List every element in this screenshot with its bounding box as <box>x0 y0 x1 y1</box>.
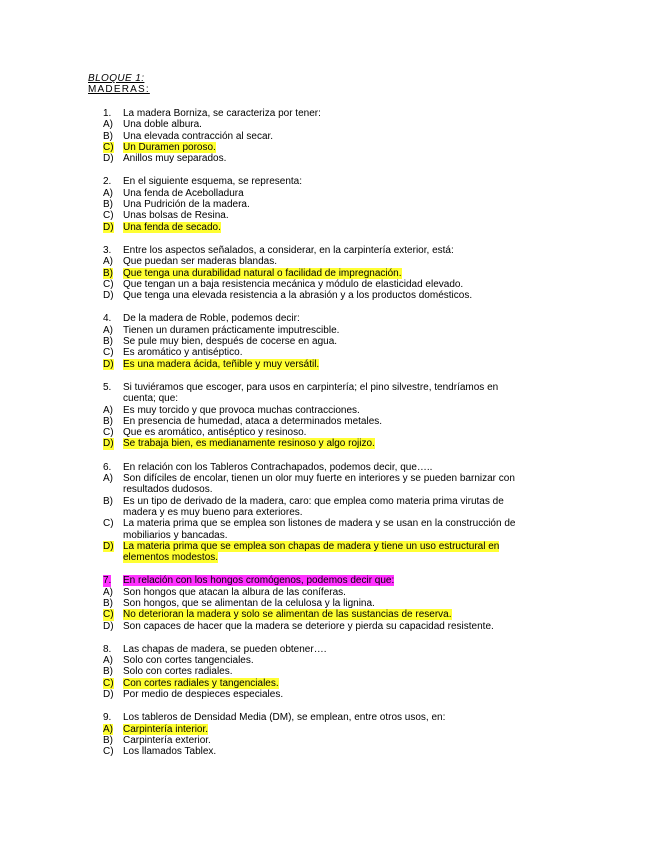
question-text: La madera Borniza, se caracteriza por tener: <box>123 108 321 119</box>
block-title: BLOQUE 1: <box>88 73 145 84</box>
option-text: Un Duramen poroso. <box>123 141 216 153</box>
answer-option <box>103 438 523 449</box>
option-letter: C) <box>103 518 114 530</box>
question-9 <box>103 712 523 757</box>
answer-option <box>103 598 523 609</box>
question-number: 1. <box>103 108 112 119</box>
answer-option <box>103 268 523 279</box>
option-letter: C) <box>103 141 114 153</box>
answer-option <box>103 222 523 233</box>
question-stem <box>103 644 523 655</box>
answer-option <box>103 678 523 689</box>
question-2 <box>103 176 523 232</box>
option-letter: D) <box>103 290 114 302</box>
option-letter: B) <box>103 336 113 348</box>
option-text: Es aromático y antiséptico. <box>123 347 243 359</box>
option-letter: C) <box>103 746 114 758</box>
option-letter: B) <box>103 666 113 678</box>
answer-option <box>103 336 523 347</box>
option-text: Los llamados Tablex. <box>123 746 217 758</box>
option-letter: D) <box>103 540 114 552</box>
option-letter: B) <box>103 495 113 507</box>
option-text: En presencia de humedad, ataca a determinados metales. <box>123 415 383 427</box>
option-text: Una doble albura. <box>123 119 202 131</box>
option-letter: C) <box>103 427 114 439</box>
option-letter: B) <box>103 597 113 609</box>
question-8 <box>103 644 523 700</box>
option-text: Son capaces de hacer que la madera se deteriore y pierda su capacidad resistente. <box>123 620 494 632</box>
option-text: Que puedan ser maderas blandas. <box>123 256 277 268</box>
answer-option <box>103 427 523 438</box>
question-stem <box>103 313 523 324</box>
option-letter: D) <box>103 620 114 632</box>
option-text: Una Pudrición de la madera. <box>123 199 250 211</box>
answer-option <box>103 188 523 199</box>
option-text: Se pule muy bien, después de cocerse en agua. <box>123 336 338 348</box>
answer-option <box>103 279 523 290</box>
option-letter: A) <box>103 655 113 667</box>
answer-option <box>103 518 523 541</box>
answer-option <box>103 689 523 700</box>
answer-option <box>103 541 523 564</box>
question-stem <box>103 176 523 187</box>
option-letter: C) <box>103 677 114 689</box>
option-text: Que tengan un a baja resistencia mecánica y módulo de elasticidad elevado. <box>123 278 464 290</box>
question-stem <box>103 108 523 119</box>
option-letter: A) <box>103 723 113 735</box>
option-text: Se trabaja bien, es medianamente resinoso y algo rojizo. <box>123 438 375 450</box>
question-text: Las chapas de madera, se pueden obtener…. <box>123 643 327 655</box>
option-letter: A) <box>103 187 113 199</box>
question-stem <box>103 382 523 405</box>
option-letter: D) <box>103 438 114 450</box>
option-letter: C) <box>103 278 114 290</box>
option-letter: C) <box>103 347 114 359</box>
option-text: Solo con cortes tangenciales. <box>123 655 254 667</box>
answer-option <box>103 655 523 666</box>
question-text: Si tuviéramos que escoger, para usos en carpintería; el pino silvestre, tendríamos en cuenta; que: <box>123 381 499 405</box>
answer-option <box>103 746 523 757</box>
option-letter: A) <box>103 256 113 268</box>
answer-option <box>103 735 523 746</box>
answer-option <box>103 256 523 267</box>
question-stem <box>103 462 523 473</box>
question-number: 9. <box>103 712 112 724</box>
option-letter: D) <box>103 689 114 701</box>
option-letter: B) <box>103 267 113 279</box>
option-text: Es una madera ácida, teñible y muy versátil. <box>123 358 320 370</box>
option-text: Con cortes radiales y tangenciales. <box>123 677 279 689</box>
question-text: Los tableros de Densidad Media (DM), se emplean, entre otros usos, en: <box>123 712 446 724</box>
option-text: Una fenda de secado. <box>123 221 221 233</box>
question-3 <box>103 245 523 301</box>
option-letter: D) <box>103 221 114 233</box>
answer-option <box>103 359 523 370</box>
answer-option <box>103 666 523 677</box>
option-text: La materia prima que se emplea son listones de madera y se usan en la construcción de mobiliarios y bancadas. <box>123 518 516 541</box>
answer-option <box>103 142 523 153</box>
answer-option <box>103 210 523 221</box>
answer-option <box>103 153 523 164</box>
option-letter: B) <box>103 199 113 211</box>
option-text: Es muy torcido y que provoca muchas contracciones. <box>123 404 360 416</box>
question-text: De la madera de Roble, podemos decir: <box>123 313 300 325</box>
question-stem <box>103 712 523 723</box>
question-number: 4. <box>103 313 112 325</box>
answer-option <box>103 290 523 301</box>
answer-option <box>103 621 523 632</box>
question-text: En el siguiente esquema, se representa: <box>123 176 302 188</box>
question-text: En relación con los Tableros Contrachapados, podemos decir, que….. <box>123 461 433 473</box>
question-number: 3. <box>103 244 112 256</box>
option-text: Tienen un duramen prácticamente imputrescible. <box>123 324 340 336</box>
answer-option <box>103 724 523 735</box>
question-number: 6. <box>103 461 112 473</box>
answer-option <box>103 609 523 620</box>
question-stem <box>103 245 523 256</box>
option-text: Que es aromático, antiséptico y resinoso. <box>123 427 307 439</box>
answer-option <box>103 347 523 358</box>
option-text: Son difíciles de encolar, tienen un olor muy fuerte en interiores y se pueden barnizar con resultados dudosos. <box>123 473 515 496</box>
option-text: Carpintería interior. <box>123 723 209 735</box>
option-letter: A) <box>103 119 113 131</box>
option-text: Carpintería exterior. <box>123 734 211 746</box>
option-text: Solo con cortes radiales. <box>123 666 233 678</box>
option-letter: A) <box>103 404 113 416</box>
question-number: 7. <box>103 575 112 587</box>
option-text: Anillos muy separados. <box>123 153 227 165</box>
option-text: La materia prima que se emplea son chapas de madera y tiene un uso estructural en elementos modestos. <box>123 540 500 564</box>
question-number: 2. <box>103 176 112 188</box>
option-letter: C) <box>103 609 114 621</box>
option-text: Son hongos, que se alimentan de la celulosa y la lignina. <box>123 597 375 609</box>
option-letter: B) <box>103 415 113 427</box>
option-letter: D) <box>103 153 114 165</box>
option-text: Unas bolsas de Resina. <box>123 210 229 222</box>
question-stem <box>103 575 523 586</box>
option-text: Que tenga una elevada resistencia a la abrasión y a los productos domésticos. <box>123 290 473 302</box>
question-text: En relación con los hongos cromógenos, podemos decir que: <box>123 575 395 587</box>
option-text: Que tenga una durabilidad natural o facilidad de impregnación. <box>123 267 402 279</box>
answer-option <box>103 119 523 130</box>
answer-option <box>103 473 523 496</box>
question-number: 8. <box>103 643 112 655</box>
option-letter: D) <box>103 358 114 370</box>
answer-option <box>103 496 523 519</box>
option-text: Son hongos que atacan la albura de las coníferas. <box>123 586 346 598</box>
answer-option <box>103 405 523 416</box>
option-text: Una fenda de Acebolladura <box>123 187 244 199</box>
option-letter: B) <box>103 130 113 142</box>
option-text: Una elevada contracción al secar. <box>123 130 274 142</box>
question-7 <box>103 575 523 631</box>
answer-option <box>103 325 523 336</box>
question-6 <box>103 462 523 564</box>
option-text: No deterioran la madera y solo se alimentan de las sustancias de reserva. <box>123 609 452 621</box>
answer-option <box>103 131 523 142</box>
question-text: Entre los aspectos señalados, a considerar, en la carpintería exterior, está: <box>123 244 454 256</box>
option-letter: C) <box>103 210 114 222</box>
subject-title: MADERAS: <box>88 84 150 95</box>
option-letter: A) <box>103 586 113 598</box>
answer-option <box>103 416 523 427</box>
question-4 <box>103 313 523 369</box>
option-letter: A) <box>103 473 113 485</box>
question-list <box>103 108 523 758</box>
question-5 <box>103 382 523 450</box>
option-text: Es un tipo de derivado de la madera, caro: que emplea como materia prima virutas de madera y es muy bueno para exteriores. <box>123 495 504 518</box>
document-header <box>88 73 150 95</box>
option-letter: A) <box>103 324 113 336</box>
option-letter: B) <box>103 734 113 746</box>
question-number: 5. <box>103 381 112 393</box>
answer-option <box>103 199 523 210</box>
option-text: Por medio de despieces especiales. <box>123 689 284 701</box>
answer-option <box>103 587 523 598</box>
question-1 <box>103 108 523 164</box>
